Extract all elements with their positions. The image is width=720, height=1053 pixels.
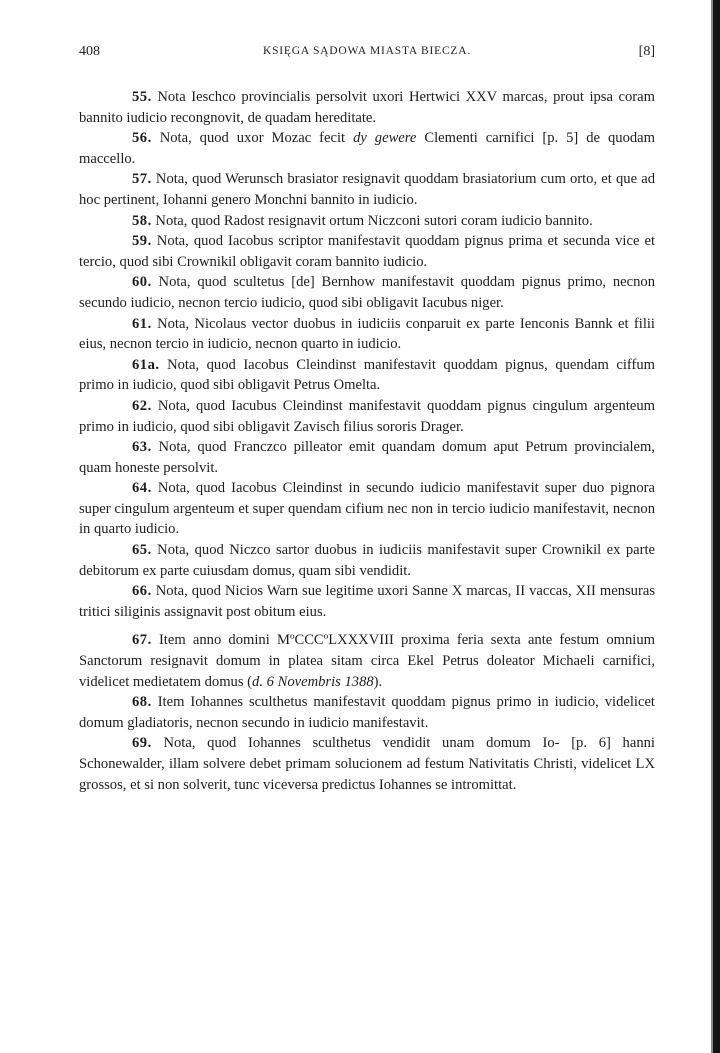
page-reference: [p. 5] — [542, 130, 579, 147]
entry-text: Nota, quod Radost resignavit ortum Niczconi sutori coram iudicio bannito. — [151, 212, 593, 229]
entry-number: 63. — [132, 439, 152, 456]
entry-text: hanni Schonewalder, illam solvere debet primam solucionem ad festum Nativitatis Christi, videlicet LX grossos, et si non solverit, tunc viceversa predictus Iohannes se intromittat. — [79, 735, 655, 793]
entry-56 — [79, 128, 655, 169]
entry-65 — [79, 540, 655, 581]
entry-57 — [79, 169, 655, 210]
entry-64 — [79, 478, 655, 540]
entry-number: 67. — [132, 632, 152, 649]
entry-text: Nota, quod uxor Mozac fecit — [151, 130, 354, 147]
entry-59 — [79, 231, 655, 272]
entry-text: Nota, quod Nicios Warn sue legitime uxori Sanne X marcas, II vaccas, XII mensuras tritici siliginis assignavit post obitum eius. — [79, 583, 655, 620]
entry-number: 57. — [132, 171, 152, 188]
entry-number: 58. — [132, 212, 152, 229]
entry-text: ). — [373, 673, 383, 690]
entry-61a — [79, 355, 655, 396]
entry-text: Nota, quod Iacubus Cleindinst manifestavit quoddam pignus cingulum argenteum primo in iudicio, quod sibi obligavit Zavisch filius sororis Drager. — [79, 397, 655, 435]
entry-68 — [79, 692, 655, 733]
page-number: 408 — [79, 44, 100, 59]
section-number: [8] — [638, 44, 655, 59]
entry-62 — [79, 396, 655, 437]
entry-text: Nota, quod Werunsch brasiator resignavit quoddam brasiatorium cum orto, et que ad hoc pertinent, Iohanni genero Monchni bannito in iudicio. — [79, 171, 655, 208]
editorial-date: d. 6 Novembris 1388 — [252, 673, 374, 690]
entry-text: Nota, quod Niczco sartor duobus in iudiciis manifestavit super Crownikil ex parte debitorum ex parte cuiusdam domus, quam sibi vendidit. — [79, 542, 655, 579]
entry-60 — [79, 272, 655, 313]
entry-text: Nota, quod scultetus [de] Bernhow manifestavit quoddam pignus primo, necnon secundo iudicio, necnon tercio iudicio, quod sibi obligavit Iacubus niger. — [79, 274, 655, 311]
page-edge — [713, 0, 720, 1053]
entry-67 — [79, 630, 655, 692]
entry-63 — [79, 437, 655, 478]
running-title: KSIĘGA SĄDOWA MIASTA BIECZA. — [262, 45, 472, 57]
entry-text: Nota, quod Franczco pilleator emit quandam domum aput Petrum provincialem, quam honeste persolvit. — [79, 439, 655, 476]
entry-number: 62. — [132, 397, 152, 414]
entry-text: Clementi carnifici — [416, 130, 543, 147]
entry-58 — [79, 211, 655, 232]
entry-text: Nota, Nicolaus vector duobus in iudiciis conparuit ex parte Ienconis Bannk et filii eius, necnon tercio in iudicio, necnon quarto in iudicio. — [79, 315, 655, 353]
entry-italic-phrase: dy gewere — [353, 130, 417, 147]
entry-number: 56. — [132, 130, 152, 147]
entry-text: de quodam maccello. — [79, 130, 655, 167]
entry-61 — [79, 314, 655, 355]
entry-number: 68. — [132, 694, 152, 711]
entry-number: 55. — [132, 89, 152, 105]
entry-list — [79, 87, 655, 795]
entry-text: Nota, quod Iohannes sculthetus vendidit unam domum Io- — [151, 735, 572, 752]
entry-number: 66. — [132, 583, 152, 600]
entry-number: 69. — [132, 735, 152, 752]
entry-number: 60. — [132, 274, 152, 291]
entry-number: 64. — [132, 480, 152, 497]
entry-text: Nota Ieschco provincialis persolvit uxori Hertwici XXV marcas, prout ipsa coram bannito iudicio recongnovit, de quadam hereditate. — [79, 89, 655, 126]
running-head — [79, 44, 655, 64]
entry-number: 61. — [132, 315, 152, 332]
entry-text: Nota, quod Iacobus scriptor manifestavit quoddam pignus prima et secunda vice et tercio, quod sibi Crownikil obligavit coram bannito iudicio. — [79, 233, 655, 270]
entry-text: Item Iohannes sculthetus manifestavit quoddam pignus primo in iudicio, videlicet domum gladiatoris, necnon secundo in iudicio manifestavit. — [79, 694, 655, 731]
entry-55 — [79, 87, 655, 128]
entry-66 — [79, 581, 655, 622]
entry-text: Item anno domini MºCCCºLXXXVIII proxima feria sexta ante festum omnium Sanctorum resignavit domum in platea sitam circa Ekel Petrus doleator Michaeli carnifici, videlicet medietatem domus ( — [79, 632, 655, 690]
page-reference: [p. 6] — [571, 735, 611, 752]
entry-number: 65. — [132, 542, 152, 559]
entry-text: Nota, quod Iacobus Cleindinst manifestavit quoddam pignus, quendam ciffum primo in iudicio, quod sibi obligavit Petrus Omelta. — [79, 356, 655, 394]
entry-number: 59. — [132, 233, 152, 250]
entry-69 — [79, 733, 655, 795]
entry-text: Nota, quod Iacobus Cleindinst in secundo iudicio manifestavit super duo pignora super cingulum argenteum et super quendam cifium nec non in tercio iudicio manifestavit, necnon in quarto iudicio. — [79, 480, 655, 538]
entry-number: 61a. — [132, 356, 160, 373]
